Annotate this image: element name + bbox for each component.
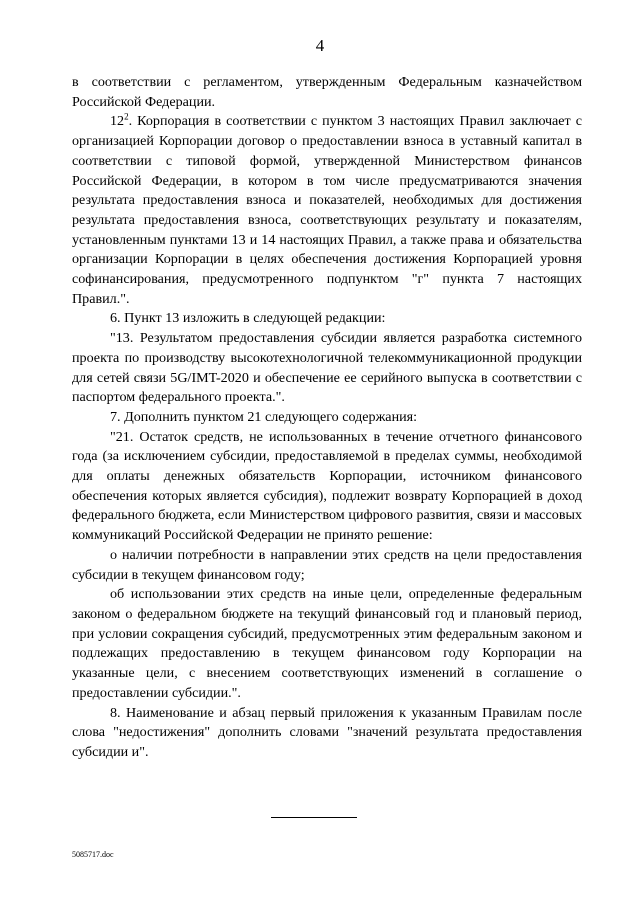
paragraph-clause-13: "13. Результатом предоставления субсидии является разработка системного проекта по производству высокотехнологичной телекоммуникационной продукции для сетей связи 5G/IMT-2020 и обеспечение ее серийного выпуска в соответствии с паспортом федерального проекта.". [72,330,582,406]
document-body [72,73,582,763]
clause-superscript: 2 [124,111,129,122]
paragraph-12-2 [72,112,582,309]
footer-doc-code: 5085717.doc [72,850,114,859]
paragraph-continuation: в соответствии с регламентом, утвержденным Федеральным казначейством Российской Федерации. [72,74,582,110]
paragraph-option-need: о наличии потребности в направлении этих средств на цели предоставления субсидии в текущем финансовом году; [72,546,582,583]
paragraph-clause-21: "21. Остаток средств, не использованных в течение отчетного финансового года (за исключением субсидии, предоставляемой в пределах суммы, необходимой для оплаты денежных обязательств Корпорации, источником финансового обеспечения которых является субсидия), подлежит возврату Корпорацией в доход федерального бюджета, если Министерством цифрового развития, связи и массовых коммуникаций Российской Федерации не принято решение: [72,428,582,544]
paragraph-item-6: 6. Пункт 13 изложить в следующей редакции: [110,310,386,327]
clause-number: 12 [110,113,125,130]
end-divider-line [271,817,357,818]
paragraph-item-7: 7. Дополнить пунктом 21 следующего содержания: [110,408,418,425]
paragraph-option-other-use: об использовании этих средств на иные цели, определенные федеральным законом о федеральном бюджете на текущий финансовый год и плановый период, при условии сокращения субсидий, предусмотренных этим федеральным законом и подлежащих предоставлению в текущем финансовом году Корпорации на указанные цели, с внесением соответствующих изменений в соглашение о предоставлении субсидии.". [72,586,582,701]
paragraph-item-8: 8. Наименование и абзац первый приложения к указанным Правилам после слова "недостижения" дополнить словами "значений результата предоставления субсидии и". [72,704,582,760]
clause-text: . Корпорация в соответствии с пунктом 3 настоящих Правил заключает с организацией Корпорации договор о предоставлении взноса в уставный капитал в соответствии с типовой формой, утвержденной Министерством финансов Российской Федерации, в котором в том числе предусматриваются значения результата предоставления взноса и показателей, необходимых для достижения результата предоставления взноса, соответствующих результату и показателям, установленным пунктами 13 и 14 настоящих Правил, а также права и обязательства организации Корпорации в целях обеспечения достижения Корпорацией уровня софинансирования, предусмотренного подпунктом "г" пункта 7 настоящих Правил.". [72,113,582,307]
page-number: 4 [315,36,325,55]
